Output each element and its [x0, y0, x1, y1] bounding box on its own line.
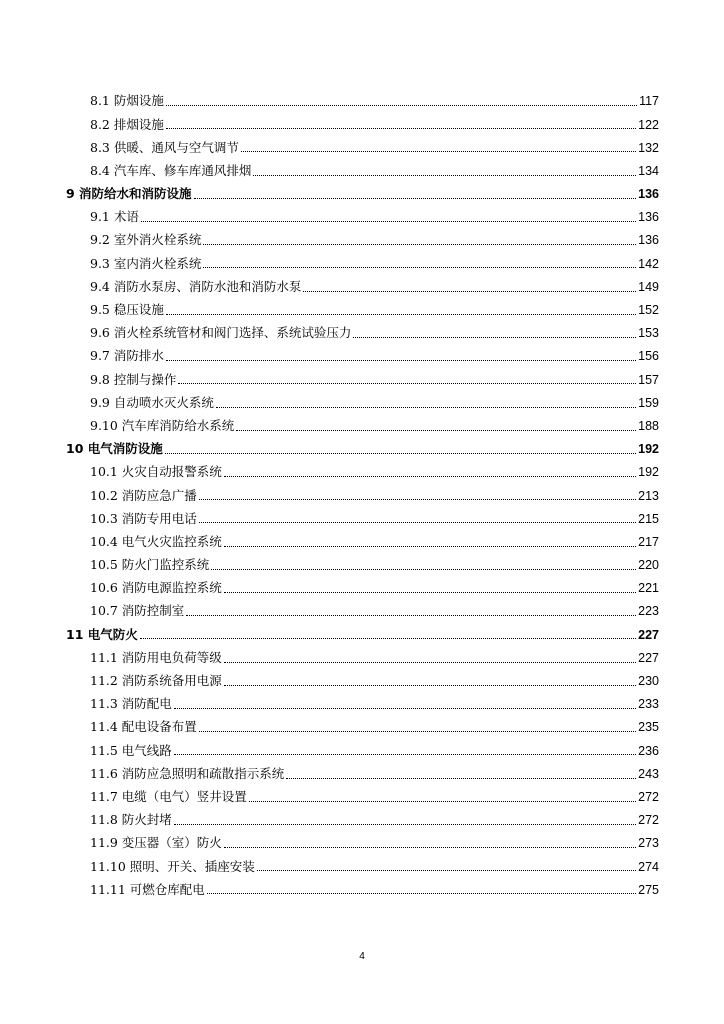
toc-chapter-entry[interactable]: [66, 438, 659, 461]
toc-entry-title: 9.6 消火栓系统管材和阀门选择、系统试验压力: [90, 325, 352, 341]
dot-leader: [141, 221, 636, 222]
toc-section-entry[interactable]: [66, 461, 659, 484]
toc-entry-page: 153: [638, 326, 659, 341]
dot-leader: [174, 824, 636, 825]
toc-entry-title: 11.2 消防系统备用电源: [90, 673, 222, 689]
page-number: 4: [359, 951, 365, 962]
dot-leader: [166, 314, 636, 315]
toc-section-entry[interactable]: [66, 252, 659, 275]
toc-entry-title: 9.5 稳压设施: [90, 302, 164, 318]
dot-leader: [203, 267, 636, 268]
dot-leader: [199, 499, 636, 500]
toc-entry-page: 156: [638, 349, 659, 364]
toc-entry-page: 233: [638, 697, 659, 712]
toc-entry-page: 157: [638, 372, 659, 387]
dot-leader: [224, 476, 636, 477]
toc-entry-title: 11.11 可燃仓库配电: [90, 881, 205, 897]
toc-entry-page: 272: [638, 789, 659, 804]
toc-entry-title: 10.5 防火门监控系统: [90, 557, 210, 573]
toc-section-entry[interactable]: [66, 229, 659, 252]
toc-section-entry[interactable]: [66, 739, 659, 762]
toc-entry-title: 9.4 消防水泵房、消防水池和消防水泵: [90, 278, 302, 294]
toc-entry-title: 8.4 汽车库、修车库通风排烟: [90, 162, 252, 178]
toc-entry-title: 11.9 变压器（室）防火: [90, 835, 222, 851]
toc-entry-page: 274: [638, 859, 659, 874]
toc-entry-title: 10.6 消防电源监控系统: [90, 580, 222, 596]
toc-section-entry[interactable]: [66, 322, 659, 345]
dot-leader: [216, 407, 636, 408]
toc-entry-page: 272: [638, 813, 659, 828]
table-of-contents: [66, 90, 659, 902]
toc-entry-title: 11.8 防火封堵: [90, 812, 172, 828]
dot-leader: [253, 175, 636, 176]
toc-section-entry[interactable]: [66, 160, 659, 183]
dot-leader: [186, 615, 636, 616]
toc-entry-page: 235: [638, 720, 659, 735]
toc-entry-title: 9.2 室外消火栓系统: [90, 232, 202, 248]
toc-entry-title: 11 电气防火: [66, 626, 138, 642]
toc-section-entry[interactable]: [66, 809, 659, 832]
toc-section-entry[interactable]: [66, 670, 659, 693]
toc-entry-page: 136: [638, 233, 659, 248]
toc-entry-title: 10.2 消防应急广播: [90, 487, 197, 503]
toc-section-entry[interactable]: [66, 647, 659, 670]
dot-leader: [249, 801, 636, 802]
toc-entry-title: 10.7 消防控制室: [90, 603, 185, 619]
toc-section-entry[interactable]: [66, 832, 659, 855]
toc-section-entry[interactable]: [66, 600, 659, 623]
toc-section-entry[interactable]: [66, 507, 659, 530]
toc-entry-page: 217: [638, 534, 659, 549]
toc-entry-page: 132: [638, 140, 659, 155]
toc-entry-page: 236: [638, 743, 659, 758]
toc-entry-page: 136: [638, 187, 659, 202]
toc-section-entry[interactable]: [66, 855, 659, 878]
toc-section-entry[interactable]: [66, 206, 659, 229]
toc-entry-page: 136: [638, 210, 659, 225]
toc-entry-page: 220: [638, 558, 659, 573]
toc-entry-title: 10.4 电气火灾监控系统: [90, 533, 222, 549]
toc-section-entry[interactable]: [66, 878, 659, 901]
toc-entry-page: 192: [638, 465, 659, 480]
dot-leader: [207, 893, 636, 894]
dot-leader: [194, 198, 637, 199]
dot-leader: [224, 546, 636, 547]
toc-entry-title: 10.3 消防专用电话: [90, 510, 197, 526]
dot-leader: [236, 430, 636, 431]
toc-entry-title: 8.3 供暖、通风与空气调节: [90, 139, 239, 155]
toc-entry-title: 9.1 术语: [90, 209, 139, 225]
toc-section-entry[interactable]: [66, 276, 659, 299]
toc-entry-page: 221: [638, 581, 659, 596]
dot-leader: [257, 870, 636, 871]
toc-entry-page: 159: [638, 395, 659, 410]
toc-section-entry[interactable]: [66, 391, 659, 414]
dot-leader: [165, 453, 636, 454]
toc-section-entry[interactable]: [66, 345, 659, 368]
dot-leader: [174, 708, 636, 709]
toc-entry-page: 273: [638, 836, 659, 851]
dot-leader: [203, 244, 636, 245]
dot-leader: [353, 337, 636, 338]
toc-section-entry[interactable]: [66, 716, 659, 739]
toc-entry-page: 275: [638, 882, 659, 897]
toc-entry-title: 10.1 火灾自动报警系统: [90, 464, 222, 480]
toc-section-entry[interactable]: [66, 693, 659, 716]
toc-entry-title: 9.9 自动喷水灭火系统: [90, 394, 214, 410]
toc-entry-title: 9.7 消防排水: [90, 348, 164, 364]
toc-entry-title: 11.10 照明、开关、插座安装: [90, 858, 255, 874]
dot-leader: [224, 592, 636, 593]
dot-leader: [224, 847, 636, 848]
toc-entry-title: 11.7 电缆（电气）竖井设置: [90, 788, 247, 804]
toc-entry-title: 11.6 消防应急照明和疏散指示系统: [90, 765, 285, 781]
toc-entry-title: 9.3 室内消火栓系统: [90, 255, 202, 271]
dot-leader: [241, 151, 636, 152]
toc-entry-page: 142: [638, 256, 659, 271]
toc-entry-page: 188: [638, 418, 659, 433]
toc-entry-title: 10 电气消防设施: [66, 441, 163, 457]
toc-entry-title: 11.4 配电设备布置: [90, 719, 197, 735]
toc-entry-title: 11.3 消防配电: [90, 696, 172, 712]
toc-chapter-entry[interactable]: [66, 623, 659, 646]
toc-entry-page: 192: [638, 442, 659, 457]
dot-leader: [140, 638, 636, 639]
toc-section-entry[interactable]: [66, 786, 659, 809]
toc-entry-title: 8.1 防烟设施: [90, 93, 164, 109]
toc-section-entry[interactable]: [66, 577, 659, 600]
dot-leader: [166, 128, 636, 129]
toc-entry-title: 8.2 排烟设施: [90, 116, 164, 132]
toc-entry-page: 134: [638, 163, 659, 178]
toc-section-entry[interactable]: [66, 368, 659, 391]
toc-section-entry[interactable]: [66, 554, 659, 577]
toc-entry-title: 9 消防给水和消防设施: [66, 186, 192, 202]
dot-leader: [199, 731, 636, 732]
dot-leader: [166, 105, 637, 106]
toc-entry-title: 11.5 电气线路: [90, 742, 172, 758]
toc-entry-page: 149: [638, 279, 659, 294]
toc-entry-page: 213: [638, 488, 659, 503]
toc-section-entry[interactable]: [66, 484, 659, 507]
dot-leader: [211, 569, 636, 570]
dot-leader: [174, 754, 636, 755]
toc-entry-page: 215: [638, 511, 659, 526]
toc-section-entry[interactable]: [66, 90, 659, 113]
toc-section-entry[interactable]: [66, 531, 659, 554]
toc-entry-page: 152: [638, 303, 659, 318]
dot-leader: [178, 383, 636, 384]
toc-section-entry[interactable]: [66, 299, 659, 322]
toc-entry-title: 9.10 汽车库消防给水系统: [90, 417, 235, 433]
dot-leader: [199, 522, 636, 523]
toc-entry-page: 227: [638, 650, 659, 665]
toc-entry-title: 11.1 消防用电负荷等级: [90, 649, 222, 665]
dot-leader: [286, 778, 636, 779]
toc-section-entry[interactable]: [66, 415, 659, 438]
toc-entry-page: 117: [639, 94, 659, 109]
toc-entry-page: 122: [638, 117, 659, 132]
toc-entry-title: 9.8 控制与操作: [90, 371, 177, 387]
toc-section-entry[interactable]: [66, 136, 659, 159]
toc-section-entry[interactable]: [66, 113, 659, 136]
dot-leader: [224, 685, 636, 686]
dot-leader: [224, 662, 636, 663]
toc-entry-page: 223: [638, 604, 659, 619]
toc-entry-page: 230: [638, 674, 659, 689]
dot-leader: [303, 291, 636, 292]
toc-entry-page: 227: [638, 627, 659, 642]
toc-chapter-entry[interactable]: [66, 183, 659, 206]
dot-leader: [166, 360, 636, 361]
toc-entry-page: 243: [638, 766, 659, 781]
toc-section-entry[interactable]: [66, 762, 659, 785]
